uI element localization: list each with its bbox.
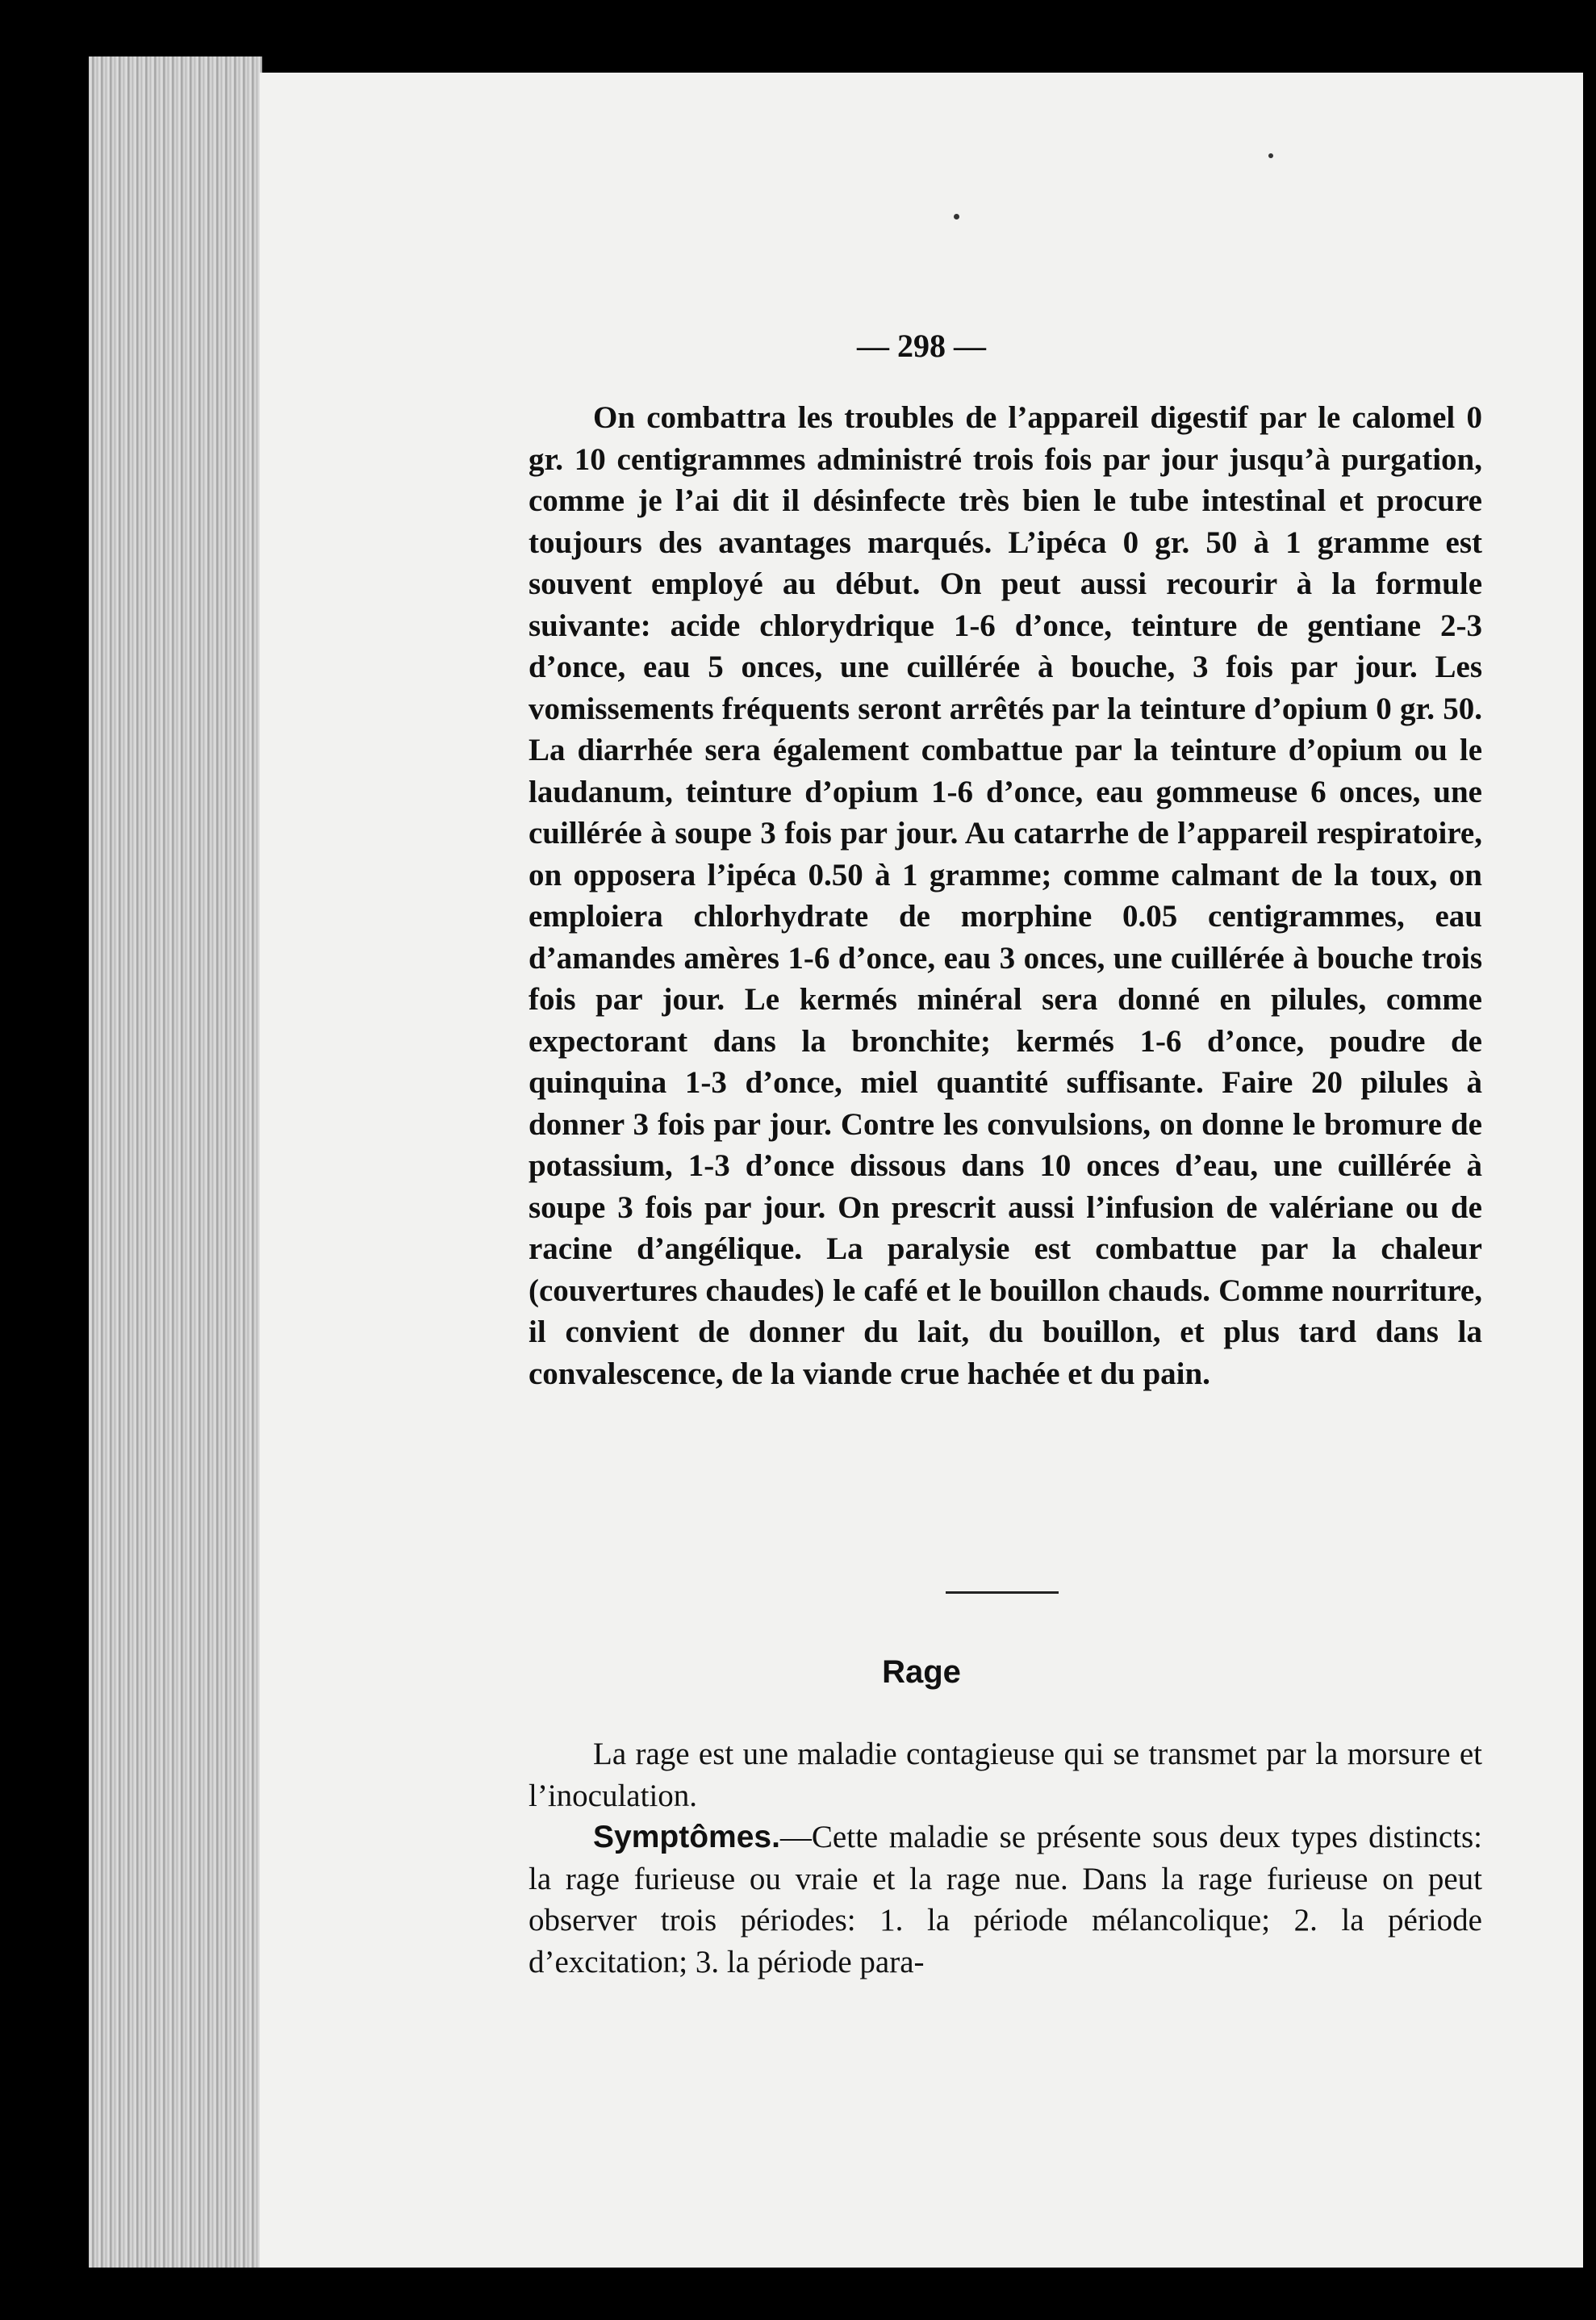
scan-speck xyxy=(1268,153,1273,158)
runin-heading-symptoms: Symptômes. xyxy=(593,1820,780,1854)
paragraph-treatment: On combattra les troubles de l’appareil digestif par le calomel 0 gr. 10 centigrammes administré trois fois par jour jusqu’à purgation, comme je l’ai dit il désinfecte très bien le tube intestinal et procure toujours des avantages marqués. L’ipéca 0 gr. 50 à 1 gramme est souvent employé au début. On peut aussi recourir à la formule suivante: acide chlorydrique 1-6 d’once, teinture de gentiane 2-3 d’once, eau 5 onces, une cuillérée à bouche, 3 fois par jour. Les vomissements fréquents seront arrêtés par la teinture d’opium 0 gr. 50. La diarrhée sera également combattue par la teinture d’opium ou le laudanum, teinture d’opium 1-6 d’once, eau gommeuse 6 onces, une cuillérée à soupe 3 fois par jour. Au catarrhe de l’appareil respiratoire, on opposera l’ipéca 0.50 à 1 gramme; comme calmant de la toux, on emploiera chlorhydrate de morphine 0.05 centigrammes, eau d’amandes amères 1-6 d’once, eau 3 onces, une cuillérée à bouche trois fois par jour. Le kermés minéral sera donné en pilules, comme expectorant dans la bronchite; kermés 1-6 d’once, poudre de quinquina 1-3 d’once, miel quantité suffisante. Faire 20 pilules à donner 3 fois par jour. Contre les convulsions, on donne le bromure de potassium, 1-3 d’once dissous dans 10 onces d’eau, une cuillérée à soupe 3 fois par jour. On prescrit aussi l’infusion de valériane ou de racine d’angélique. La paralysie est combattue par la chaleur (couvertures chaudes) le café et le bouillon chauds. Comme nourriture, il convient de donner du lait, du bouillon, et plus tard dans la convalescence, de la viande crue hachée et du pain. xyxy=(529,400,1482,1391)
body-text-block-2 xyxy=(529,1733,1482,1983)
paragraph-symptoms xyxy=(529,1816,1482,1983)
paragraph-symptoms-text: —Cette maladie se présente sous deux types distincts: la rage furieuse ou vraie et la rage nue. Dans la rage furieuse on peut observer trois périodes: 1. la période mélancolique; 2. la période d’excitation; 3. la période para- xyxy=(529,1820,1482,1979)
section-heading: Rage xyxy=(882,1654,961,1690)
body-text-block-1 xyxy=(529,397,1482,1394)
section-divider xyxy=(946,1591,1059,1594)
page-number: — 298 — xyxy=(857,328,986,364)
paragraph-rage-definition: La rage est une maladie contagieuse qui se transmet par la morsure et l’inoculation. xyxy=(529,1737,1482,1813)
page-edge-strip xyxy=(89,56,262,2268)
scan-speck xyxy=(954,214,959,219)
book-page xyxy=(260,73,1583,2268)
